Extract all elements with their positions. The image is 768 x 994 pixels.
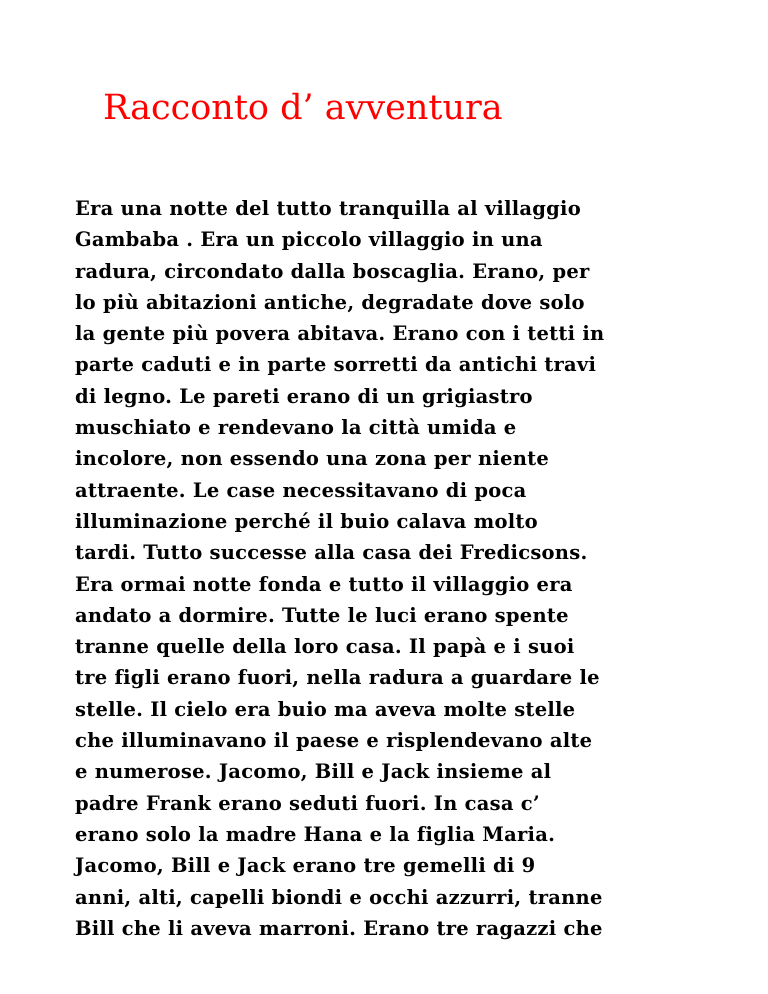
text-line: stelle. Il cielo era buio ma aveva molte stelle	[75, 697, 576, 721]
text-line: e numerose. Jacomo, Bill e Jack insieme al	[75, 760, 552, 784]
document-title: Racconto d’ avventura	[103, 88, 503, 128]
text-line: di legno. Le pareti erano di un grigiastro	[75, 384, 533, 408]
text-line: tardi. Tutto successe alla casa dei Fredicsons.	[75, 541, 588, 565]
text-line: Bill che li aveva marroni. Erano tre ragazzi che	[75, 916, 603, 940]
text-line: muschiato e rendevano la città umida e	[75, 416, 517, 440]
text-line: Jacomo, Bill e Jack erano tre gemelli di 9	[75, 854, 536, 878]
text-line: radura, circondato dalla boscaglia. Erano, per	[75, 259, 590, 283]
text-line: Era una notte del tutto tranquilla al villaggio	[75, 197, 581, 220]
text-line: lo più abitazioni antiche, degradate dove solo	[75, 290, 585, 314]
text-line: Gambaba . Era un piccolo villaggio in una	[75, 228, 543, 252]
text-line: padre Frank erano seduti fuori. In casa c’	[75, 791, 540, 815]
story-body	[75, 193, 715, 944]
text-line: parte caduti e in parte sorretti da antichi travi	[75, 353, 597, 377]
text-line: incolore, non essendo una zona per niente	[75, 447, 550, 471]
text-line: illuminazione perché il buio calava molto	[75, 509, 538, 533]
text-line: Era ormai notte fonda e tutto il villaggio era	[75, 572, 573, 596]
text-line: erano solo la madre Hana e la figlia Maria.	[75, 822, 556, 846]
text-line: tranne quelle della loro casa. Il papà e i suoi	[75, 635, 575, 659]
text-line: attraente. Le case necessitavano di poca	[75, 478, 527, 502]
text-line: anni, alti, capelli biondi e occhi azzurri, tranne	[75, 885, 603, 909]
text-line: che illuminavano il paese e risplendevano alte	[75, 729, 593, 753]
text-line: tre figli erano fuori, nella radura a guardare le	[75, 666, 600, 690]
text-line: la gente più povera abitava. Erano con i tetti in	[75, 322, 605, 346]
text-line: andato a dormire. Tutte le luci erano spente	[75, 603, 569, 627]
